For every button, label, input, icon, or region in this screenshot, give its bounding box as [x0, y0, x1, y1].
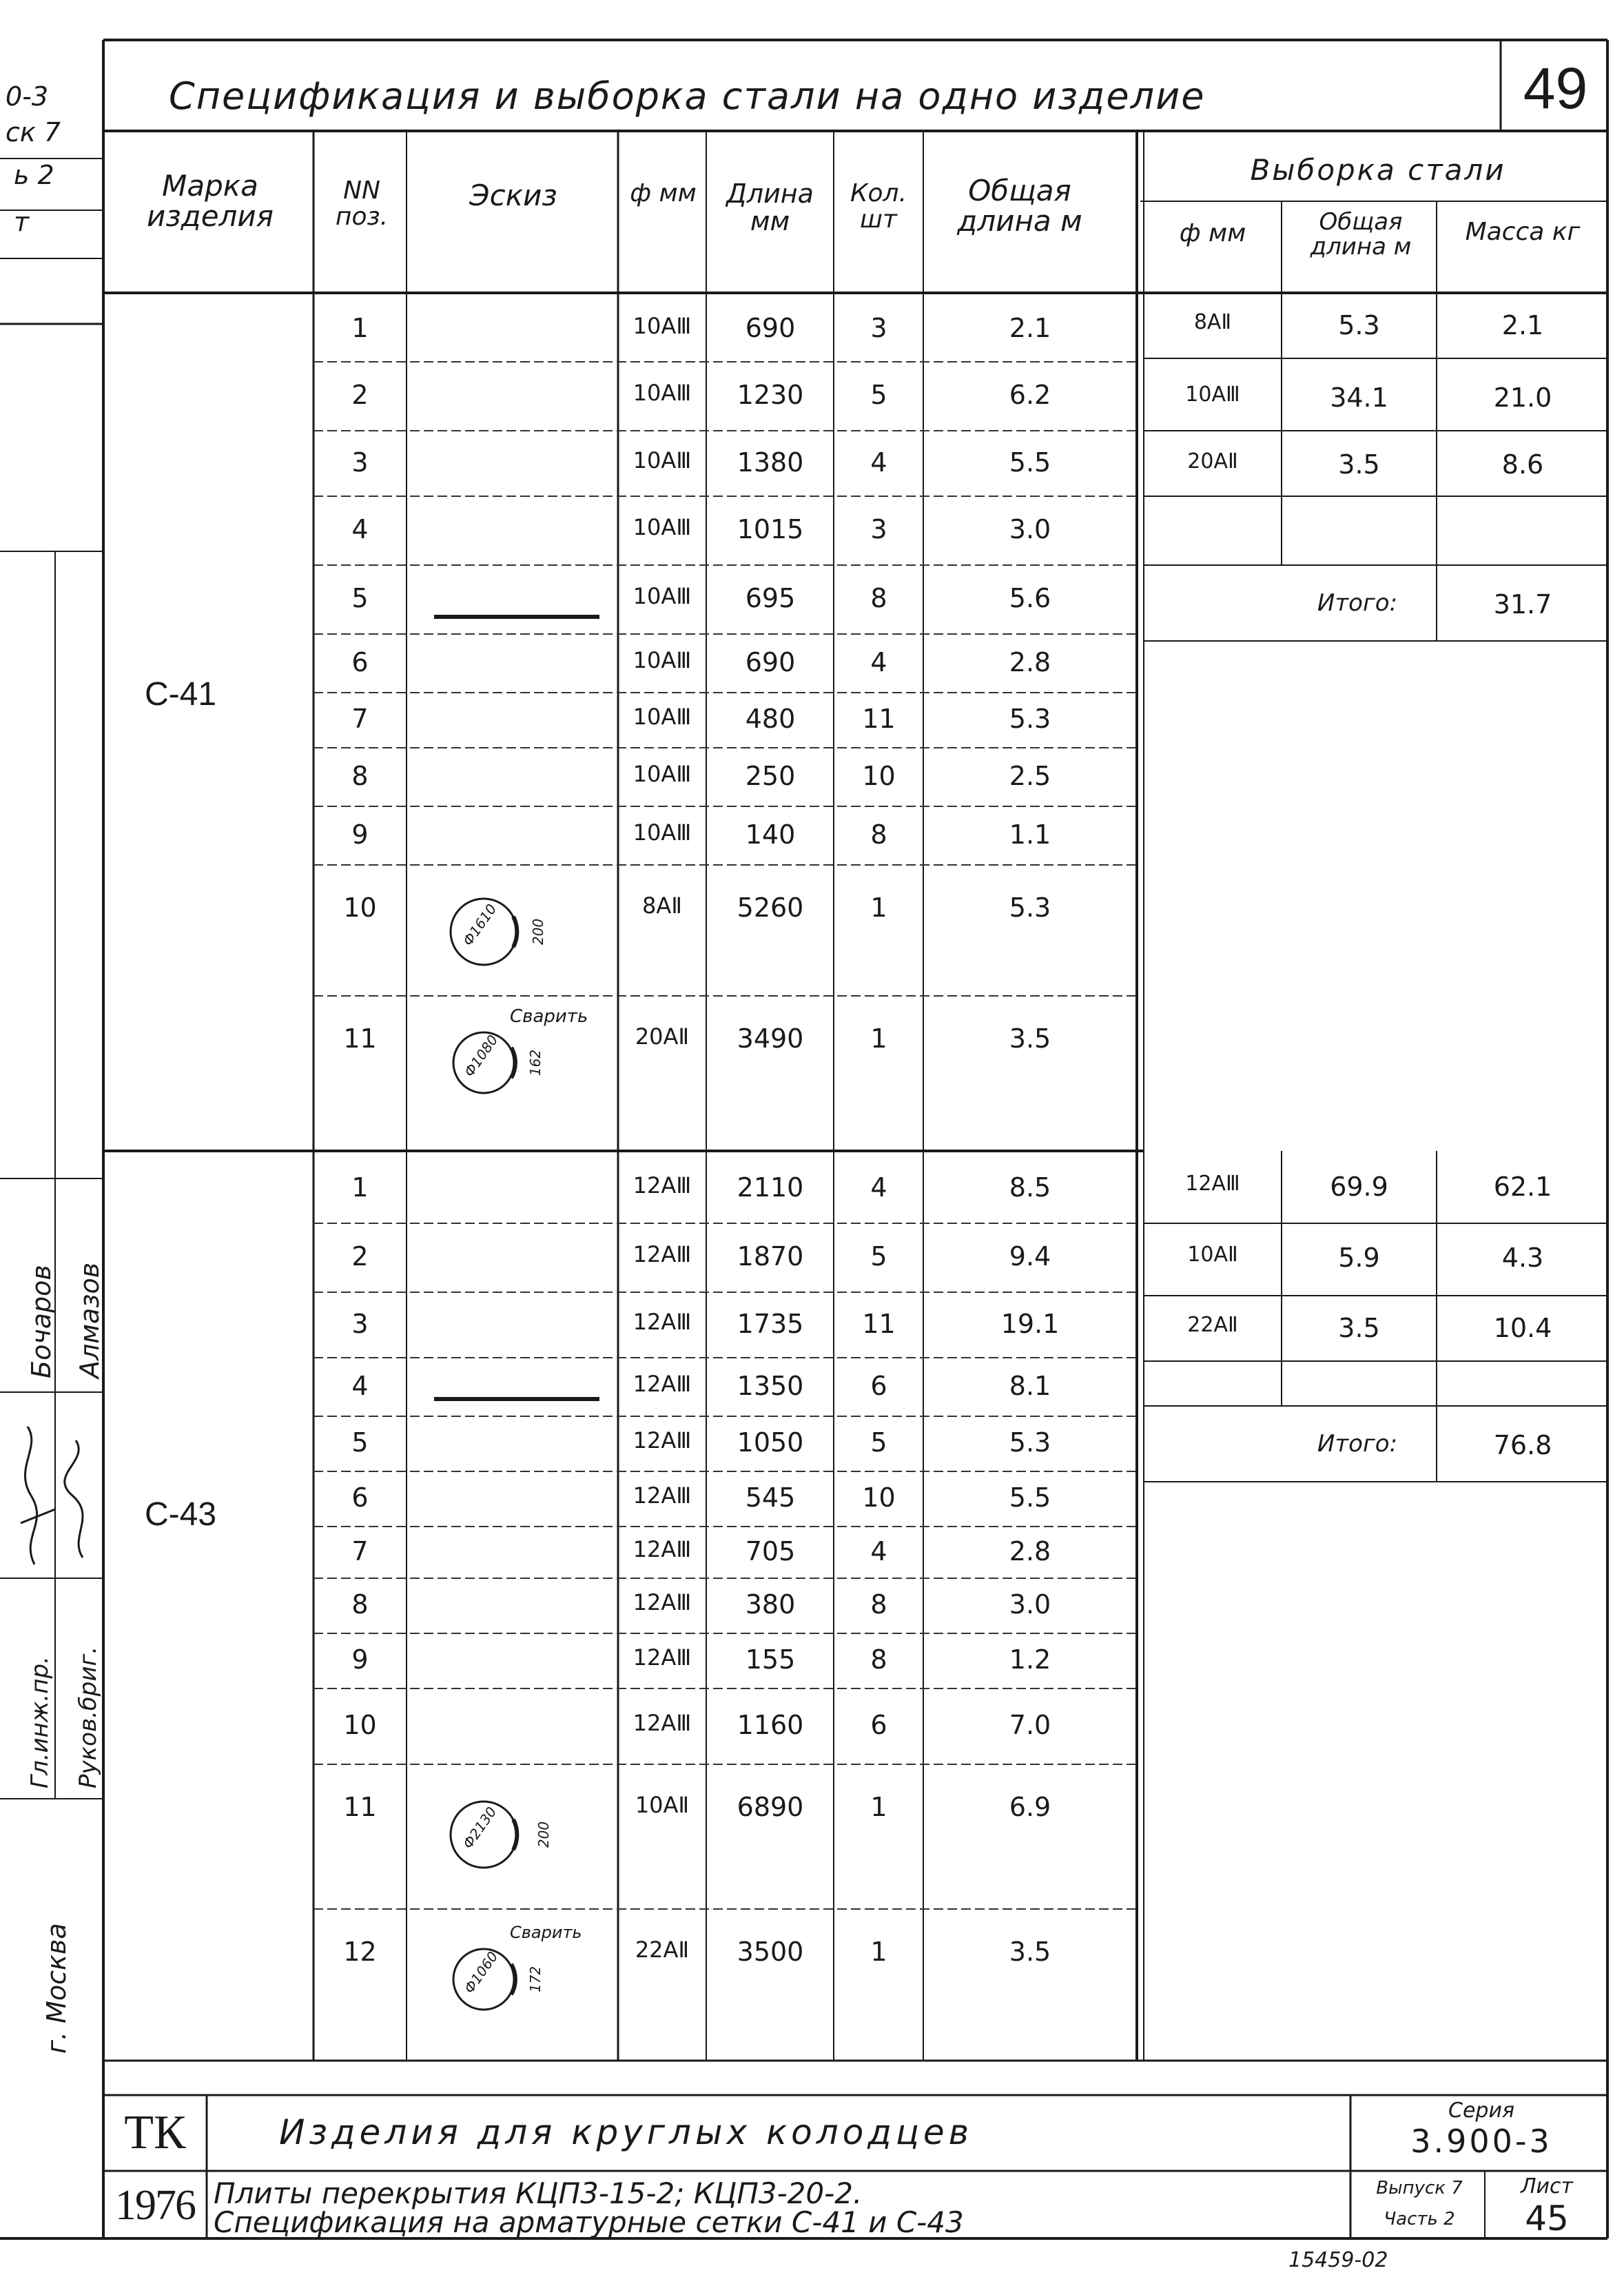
cell-len: 545	[745, 1482, 796, 1513]
cell-total: 8.1	[1009, 1370, 1051, 1401]
col-header-obshaya: Общая длина м	[957, 174, 1082, 238]
straight-bar-sketch	[427, 1389, 606, 1409]
cell-phi: 12АⅢ	[633, 1644, 692, 1671]
weld-note: Сварить	[510, 1923, 582, 1942]
seria-label: Серия	[1448, 2099, 1514, 2123]
selection-length: 34.1	[1330, 382, 1388, 413]
cell-len: 695	[745, 583, 796, 613]
cell-total: 6.9	[1009, 1792, 1051, 1822]
cell-total: 5.3	[1009, 704, 1051, 734]
cell-phi: 10АⅢ	[633, 704, 692, 730]
cell-len: 2110	[737, 1172, 804, 1203]
cell-qty: 3	[870, 514, 887, 544]
cell-total: 9.4	[1009, 1241, 1051, 1272]
ring-dim-label: 200	[530, 918, 547, 946]
selection-phi: 12АⅢ	[1185, 1172, 1240, 1196]
ring-diameter-label: Ф2130	[459, 1804, 500, 1852]
cell-total: 5.6	[1009, 583, 1051, 613]
cell-total: 8.5	[1009, 1172, 1051, 1203]
page-title: Спецификация и выборка стали на одно изделие	[169, 74, 1206, 118]
ring-dim-label: 162	[527, 1049, 544, 1076]
cell-phi: 20АⅡ	[635, 1023, 690, 1050]
cell-len: 1015	[737, 514, 804, 544]
selection-mass: 21.0	[1493, 382, 1552, 413]
cell-len: 1050	[737, 1427, 804, 1458]
total-mass: 31.7	[1493, 589, 1552, 620]
cell-qty: 6	[870, 1370, 887, 1401]
cell-pos: 7	[351, 704, 369, 734]
margin-fragment: ь 2	[14, 160, 54, 190]
cell-phi: 10АⅡ	[635, 1792, 690, 1818]
straight-bar-sketch	[427, 606, 606, 627]
cell-phi: 10АⅢ	[633, 819, 692, 846]
cell-pos: 7	[351, 1535, 369, 1566]
cell-pos: 8	[351, 1589, 369, 1620]
cell-len: 1380	[737, 447, 804, 478]
cell-phi: 10АⅢ	[633, 646, 692, 673]
cell-len: 1870	[737, 1241, 804, 1272]
margin-city: г. Москва	[41, 1923, 72, 2054]
cell-phi: 10АⅢ	[633, 760, 692, 787]
cell-len: 705	[745, 1535, 796, 1566]
group-mark: С-41	[145, 676, 217, 713]
cell-qty: 8	[870, 583, 887, 613]
cell-qty: 4	[870, 1535, 887, 1566]
margin-name: Бочаров	[26, 1265, 56, 1378]
cell-pos: 4	[351, 514, 369, 544]
year: 1976	[115, 2182, 195, 2229]
cell-phi: 10АⅢ	[633, 514, 692, 540]
cell-total: 6.2	[1009, 380, 1051, 410]
cell-pos: 9	[351, 1644, 369, 1675]
cell-total: 7.0	[1009, 1710, 1051, 1740]
selection-mass: 8.6	[1501, 449, 1544, 480]
list-value: 45	[1525, 2198, 1569, 2238]
cell-len: 1735	[737, 1308, 804, 1339]
selection-phi: 10АⅡ	[1187, 1243, 1238, 1267]
seria-value: 3.900-3	[1410, 2123, 1552, 2160]
margin-fragment: т	[14, 207, 30, 237]
cell-phi: 12АⅢ	[633, 1482, 692, 1509]
weld-note: Сварить	[510, 1006, 588, 1027]
group-mark: С-43	[145, 1496, 217, 1533]
cell-len: 140	[745, 819, 796, 850]
cell-total: 3.5	[1009, 1023, 1051, 1054]
cell-len: 380	[745, 1589, 796, 1620]
cell-pos: 3	[351, 447, 369, 478]
sheet-number: 49	[1523, 56, 1588, 121]
selection-phi: 22АⅡ	[1187, 1313, 1238, 1337]
cell-qty: 11	[862, 1308, 896, 1339]
cell-phi: 10АⅢ	[633, 447, 692, 473]
cell-pos: 1	[351, 1172, 369, 1203]
cell-total: 1.2	[1009, 1644, 1051, 1675]
margin-fragment: ск 7	[6, 117, 61, 147]
cell-len: 1230	[737, 380, 804, 410]
selection-phi: 10АⅢ	[1185, 382, 1240, 407]
bottom-code: 15459-02	[1288, 2248, 1388, 2272]
selection-mass: 62.1	[1493, 1172, 1552, 1202]
selection-length: 3.5	[1338, 449, 1380, 480]
cell-qty: 5	[870, 1427, 887, 1458]
cell-qty: 5	[870, 1241, 887, 1272]
total-label: Итого:	[1317, 1430, 1398, 1458]
selection-phi: 8АⅡ	[1193, 310, 1232, 334]
titleblock-line1: Изделия для круглых колодцев	[279, 2112, 974, 2152]
col-header-v-massa: Масса кг	[1465, 218, 1581, 246]
selection-length: 69.9	[1330, 1172, 1388, 1202]
cell-pos: 9	[351, 819, 369, 850]
ring-sketch	[441, 1923, 599, 2033]
cell-total: 3.5	[1009, 1937, 1051, 1967]
cell-total: 2.8	[1009, 646, 1051, 677]
cell-total: 2.1	[1009, 312, 1051, 343]
cell-pos: 10	[343, 1710, 377, 1740]
org-code: ТК	[124, 2106, 186, 2159]
selection-mass: 10.4	[1493, 1313, 1552, 1343]
cell-total: 5.5	[1009, 447, 1051, 478]
cell-len: 1160	[737, 1710, 804, 1740]
cell-phi: 12АⅢ	[633, 1535, 692, 1562]
cell-pos: 5	[351, 1427, 369, 1458]
cell-total: 19.1	[1000, 1308, 1060, 1339]
selection-length: 5.3	[1338, 310, 1380, 340]
selection-length: 5.9	[1338, 1243, 1380, 1273]
cell-len: 6890	[737, 1792, 804, 1822]
cell-len: 1350	[737, 1370, 804, 1401]
cell-phi: 12АⅢ	[633, 1241, 692, 1267]
ring-sketch	[441, 889, 551, 979]
cell-phi: 12АⅢ	[633, 1308, 692, 1335]
list-label: Лист	[1520, 2174, 1574, 2198]
cell-pos: 6	[351, 1482, 369, 1513]
cell-qty: 10	[862, 1482, 896, 1513]
cell-qty: 10	[862, 760, 896, 791]
cell-pos: 8	[351, 760, 369, 791]
cell-pos: 1	[351, 312, 369, 343]
cell-pos: 3	[351, 1308, 369, 1339]
cell-total: 2.5	[1009, 760, 1051, 791]
ring-sketch	[441, 1792, 558, 1881]
selection-mass: 4.3	[1501, 1243, 1544, 1273]
cell-qty: 1	[870, 892, 887, 923]
cell-phi: 10АⅢ	[633, 583, 692, 609]
cell-qty: 4	[870, 1172, 887, 1203]
cell-qty: 3	[870, 312, 887, 343]
cell-qty: 4	[870, 646, 887, 677]
cell-len: 480	[745, 704, 796, 734]
total-mass: 76.8	[1493, 1430, 1552, 1460]
ring-diameter-label: Ф1060	[460, 1948, 502, 1997]
margin-fragment: 0-3	[6, 81, 49, 112]
total-label: Итого:	[1317, 589, 1398, 617]
cell-phi: 10АⅢ	[633, 380, 692, 406]
cell-pos: 12	[343, 1937, 377, 1967]
col-header-eskiz: Эскиз	[469, 178, 557, 212]
cell-pos: 6	[351, 646, 369, 677]
cell-qty: 5	[870, 380, 887, 410]
cell-qty: 8	[870, 1589, 887, 1620]
margin-name: Алмазов	[74, 1262, 105, 1378]
cell-len: 5260	[737, 892, 804, 923]
selection-phi: 20АⅡ	[1187, 449, 1238, 473]
cell-phi: 12АⅢ	[633, 1710, 692, 1736]
cell-len: 250	[745, 760, 796, 791]
titleblock-line3: Спецификация на арматурные сетки С-41 и С-43	[214, 2205, 964, 2239]
ring-diameter-label: Ф1080	[460, 1032, 502, 1080]
ring-sketch	[441, 1006, 599, 1110]
cell-qty: 8	[870, 1644, 887, 1675]
col-header-marka: Марка изделия	[147, 169, 274, 234]
cell-total: 5.5	[1009, 1482, 1051, 1513]
cell-total: 2.8	[1009, 1535, 1051, 1566]
cell-qty: 8	[870, 819, 887, 850]
cell-qty: 1	[870, 1937, 887, 1967]
cell-total: 5.3	[1009, 892, 1051, 923]
chast-label: Часть 2	[1384, 2209, 1455, 2229]
col-header-v-obshaya: Общая длина м	[1310, 208, 1412, 261]
cell-pos: 2	[351, 380, 369, 410]
cell-phi: 22АⅡ	[635, 1937, 690, 1963]
col-header-phi: ф мм	[630, 179, 697, 207]
col-header-dlina: Длина мм	[726, 178, 814, 236]
cell-len: 155	[745, 1644, 796, 1675]
cell-phi: 12АⅢ	[633, 1370, 692, 1397]
cell-qty: 1	[870, 1023, 887, 1054]
cell-pos: 11	[343, 1023, 377, 1054]
cell-total: 3.0	[1009, 1589, 1051, 1620]
cell-pos: 2	[351, 1241, 369, 1272]
col-header-kol: Кол. шт	[850, 179, 907, 234]
margin-role: Руков.бриг.	[74, 1646, 102, 1788]
cell-phi: 12АⅢ	[633, 1427, 692, 1453]
cell-pos: 11	[343, 1792, 377, 1822]
cell-qty: 4	[870, 447, 887, 478]
cell-qty: 1	[870, 1792, 887, 1822]
cell-len: 3500	[737, 1937, 804, 1967]
cell-qty: 6	[870, 1710, 887, 1740]
cell-total: 5.3	[1009, 1427, 1051, 1458]
margin-role: Гл.инж.пр.	[26, 1656, 54, 1788]
col-header-v-phi: ф мм	[1179, 219, 1246, 247]
cell-len: 690	[745, 312, 796, 343]
ring-dim-label: 172	[527, 1966, 544, 1993]
cell-pos: 10	[343, 892, 377, 923]
cell-phi: 10АⅢ	[633, 312, 692, 339]
signature-image	[7, 1420, 100, 1571]
cell-qty: 11	[862, 704, 896, 734]
cell-pos: 4	[351, 1370, 369, 1401]
ring-dim-label: 200	[535, 1821, 553, 1848]
titleblock-line2: Плиты перекрытия КЦП3-15-2; КЦП3-20-2.	[214, 2176, 863, 2210]
selection-length: 3.5	[1338, 1313, 1380, 1343]
cell-total: 1.1	[1009, 819, 1051, 850]
vypusk-label: Выпуск 7	[1376, 2178, 1463, 2198]
col-header-nn: NN поз.	[335, 176, 389, 231]
cell-pos: 5	[351, 583, 369, 613]
cell-phi: 8АⅡ	[642, 892, 682, 919]
ring-diameter-label: Ф1610	[459, 901, 500, 949]
cell-phi: 12АⅢ	[633, 1172, 692, 1198]
cell-phi: 12АⅢ	[633, 1589, 692, 1615]
cell-total: 3.0	[1009, 514, 1051, 544]
selection-mass: 2.1	[1501, 310, 1544, 340]
cell-len: 690	[745, 646, 796, 677]
cell-len: 3490	[737, 1023, 804, 1054]
col-header-vyborka: Выборка стали	[1250, 153, 1506, 187]
